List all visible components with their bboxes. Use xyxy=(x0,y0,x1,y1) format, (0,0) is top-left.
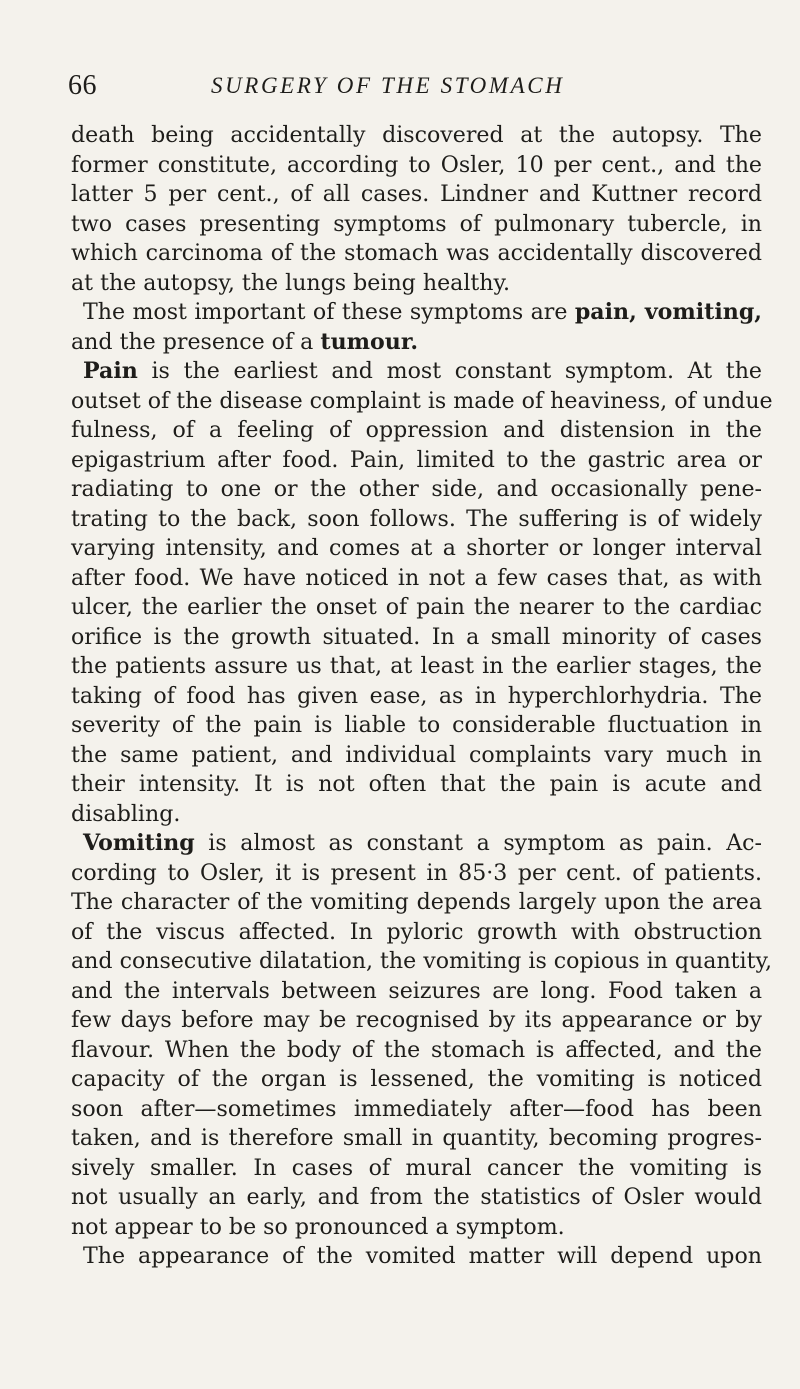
text-line: cording to Osler, it is present in 85·3 per cent. of patients. xyxy=(71,859,762,886)
text-line: The character of the vomiting depends largely upon the area xyxy=(71,889,762,915)
text-line: not appear to be so pronounced a symptom. xyxy=(71,1213,565,1240)
text-line: disabling. xyxy=(71,800,181,827)
text-line: after food. We have noticed in not a few cases that, as with xyxy=(71,564,762,591)
text-line: taking of food has given ease, as in hyperchlorhydria. The xyxy=(71,682,762,709)
text-line: epigastrium after food. Pain, limited to the gastric area or xyxy=(71,446,762,473)
text-line: Vomiting is almost as constant a symptom as pain. Ac- xyxy=(83,830,762,856)
text-line: capacity of the organ is lessened, the vomiting is noticed xyxy=(71,1066,762,1092)
body-text xyxy=(71,121,773,1272)
page-number: 66 xyxy=(68,70,97,101)
text-line: soon after—sometimes immediately after—food has been xyxy=(71,1095,762,1122)
text-line: few days before may be recognised by its appearance or by xyxy=(71,1007,762,1033)
text-line: trating to the back, soon follows. The suffering is of widely xyxy=(71,505,762,532)
text-line: death being accidentally discovered at the autopsy. The xyxy=(71,122,762,148)
text-line: and consecutive dilatation, the vomiting is copious in quantity, xyxy=(71,948,773,974)
text-line: severity of the pain is liable to considerable fluctuation in xyxy=(71,712,762,738)
text-line: at the autopsy, the lungs being healthy. xyxy=(71,269,511,296)
text-line: fulness, of a feeling of oppression and distension in the xyxy=(71,417,762,443)
text-line: radiating to one or the other side, and occasionally pene- xyxy=(71,476,762,502)
text-line: and the intervals between seizures are long. Food taken a xyxy=(71,977,762,1004)
running-head: SURGERY OF THE STOMACH xyxy=(211,73,565,98)
text-line: which carcinoma of the stomach was accidentally discovered xyxy=(71,240,762,266)
text-line: taken, and is therefore small in quantity, becoming progres- xyxy=(71,1125,762,1151)
text-line: The appearance of the vomited matter will depend upon xyxy=(83,1243,762,1269)
text-line: varying intensity, and comes at a shorter or longer interval xyxy=(71,535,762,561)
text-line: the same patient, and individual complaints vary much in xyxy=(71,741,762,768)
text-line: not usually an early, and from the statistics of Osler would xyxy=(71,1184,762,1210)
text-line: two cases presenting symptoms of pulmonary tubercle, in xyxy=(71,210,762,237)
page-header xyxy=(68,70,758,110)
text-line: of the viscus affected. In pyloric growth with obstruction xyxy=(71,918,762,945)
text-line: sively smaller. In cases of mural cancer the vomiting is xyxy=(71,1154,762,1181)
text-line: their intensity. It is not often that the pain is acute and xyxy=(71,771,762,797)
text-line: latter 5 per cent., of all cases. Lindner and Kuttner record xyxy=(71,181,762,207)
text-line: outset of the disease complaint is made of heaviness, of undue xyxy=(71,387,773,414)
text-line: The most important of these symptoms are pain, vomiting, xyxy=(83,299,762,325)
text-line: Pain is the earliest and most constant symptom. At the xyxy=(83,358,762,384)
text-line: flavour. When the body of the stomach is affected, and the xyxy=(71,1036,762,1063)
text-line: the patients assure us that, at least in the earlier stages, the xyxy=(71,653,762,679)
text-line: ulcer, the earlier the onset of pain the nearer to the cardiac xyxy=(71,594,762,620)
text-line: and the presence of a tumour. xyxy=(71,328,419,355)
text-line: orifice is the growth situated. In a small minority of cases xyxy=(71,623,762,650)
text-line: former constitute, according to Osler, 10 per cent., and the xyxy=(71,151,762,178)
